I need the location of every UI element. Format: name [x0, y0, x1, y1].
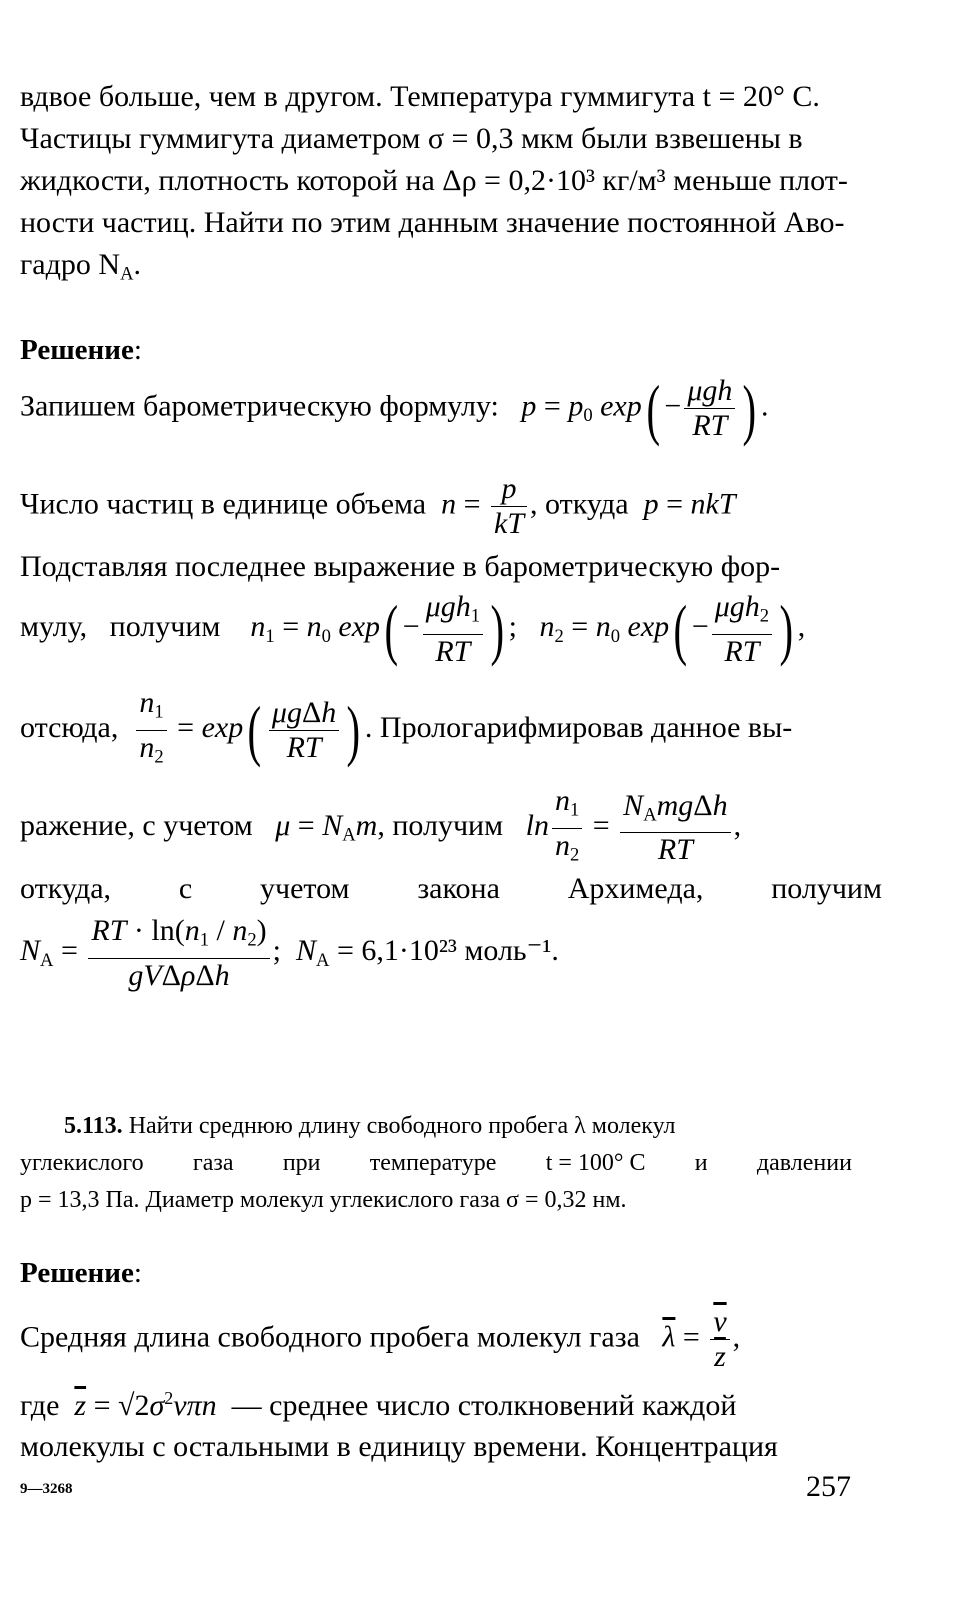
problem-line: 5.113. Найти среднюю длину свободного пробега λ молекул: [64, 1113, 676, 1139]
print-code: 9—3268: [20, 1481, 73, 1497]
n1-n2-line: мулу, получим $n_1 = n_0$ exp( − $\frac{\mu gh_1}{RT}$ ) ; $n_2 = n_0$ exp( − $\frac{\mu gh_2}{RT}$ ) ,: [20, 590, 806, 668]
barometric-formula-line: Запишем барометрическую формулу: $p = p_0$ exp( − $\frac{\text{μgh}}{RT}$ ) .: [20, 370, 769, 447]
problem-5-113: [64, 1108, 852, 1145]
intro-line: гадро $N_А$.: [20, 248, 141, 285]
concentration-line: Число частиц в единице объема n = $\frac{p}{kT}$ , откуда p = nkT: [20, 472, 736, 540]
intro-line: жидкости, плотность которой на Δρ = 0,2·10³ кг/м³ меньше плот-: [20, 164, 848, 197]
problem-line: углекислого газа при температуре t = 100° С и давлении: [20, 1150, 852, 1176]
intro-paragraph: [20, 76, 882, 296]
ratio-line: отсюда, $\frac{n_1}{n_2}$ = exp( $\frac{\text{μgΔh}}{RT}$ ) . Прологарифмировав данное вы-: [20, 686, 793, 769]
substitution-line: Подставляя последнее выражение в барометрическую фор-: [20, 550, 781, 583]
concentration-text-line: молекулы с остальными в единицу времени. Концентрация: [20, 1430, 778, 1463]
result-line: $N_А$ = $\frac{RT \cdot \ln(n_1 / n_2)}{\text{gVΔρΔh}}$ ; $N_А = 6,1\cdot 10^{23}$ моль⁻¹.: [20, 914, 559, 992]
free-path-line: Средняя длина свободного пробега молекул газа $\overline{\lambda}$ = $\frac{\overline{v}}{z}$ ,: [20, 1305, 741, 1373]
page-number: 257: [806, 1470, 851, 1503]
solution-heading-2: Решение:: [20, 1257, 142, 1289]
problem-line: p = 13,3 Па. Диаметр молекул углекислого газа σ = 0,32 нм.: [20, 1187, 627, 1213]
solution-heading: Решение:: [20, 334, 142, 366]
intro-line: Частицы гуммигута диаметром σ = 0,3 мкм были взвешены в: [20, 122, 803, 155]
archimedes-line: откуда, с учетом закона Архимеда, получим: [20, 872, 882, 905]
intro-line: вдвое больше, чем в другом. Температура гуммигута t = 20° С.: [20, 80, 820, 113]
log-line: ражение, с учетом $\mu = N_Аm$, получим ln $\frac{n_1}{n_2}$ = $\frac{N_Аmg\Delta h}{RT}$ ,: [20, 784, 742, 867]
collisions-line: где $\overline{z} = √2\sigma^2v\pi n$ — среднее число столкновений каждой: [20, 1388, 737, 1422]
intro-line: ности частиц. Найти по этим данным значение постоянной Аво-: [20, 206, 845, 239]
problem-number: 5.113.: [64, 1113, 123, 1139]
